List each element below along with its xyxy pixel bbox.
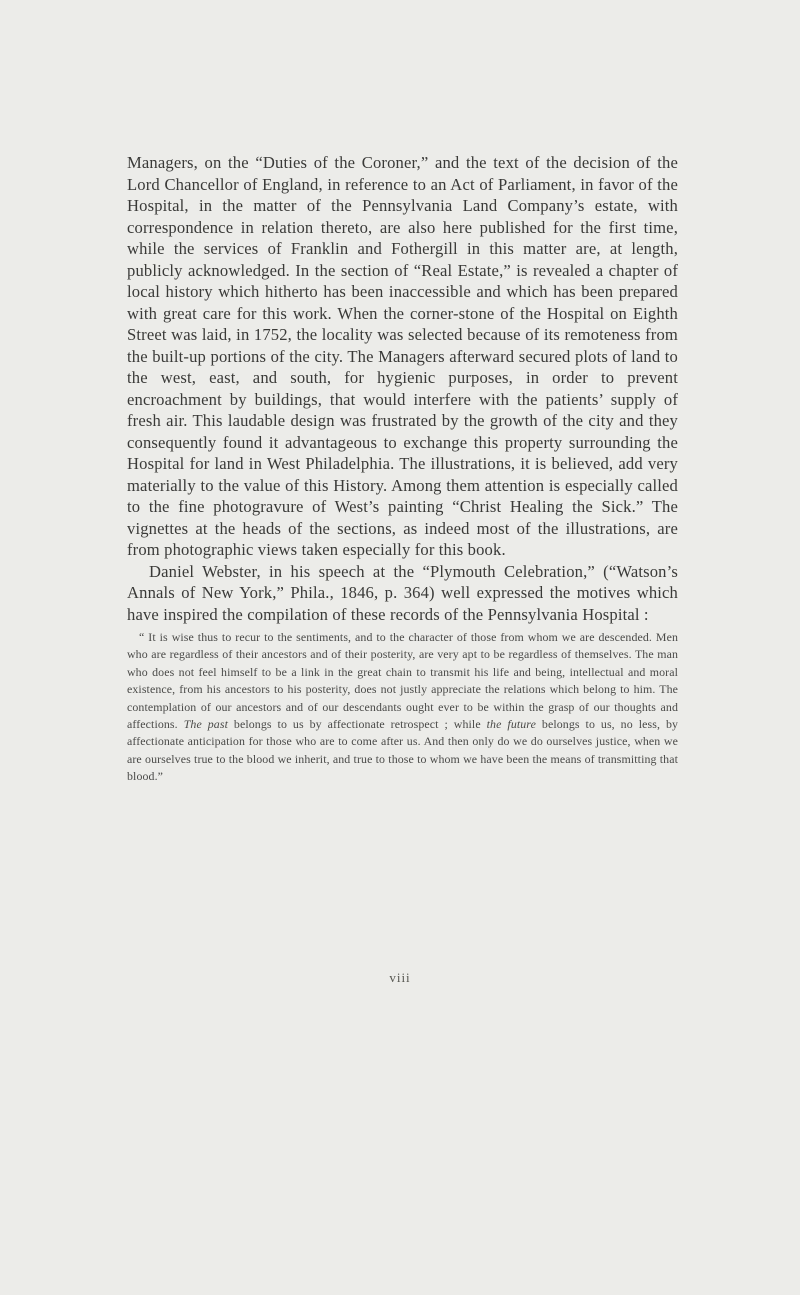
quote-emphasis-future: the future [486, 717, 536, 732]
body-text [127, 152, 678, 786]
quote-part-3: belongs to us, no less, by affectionate anticipation for those who are to come after us. And then only do we do ourselves justice, when we are ourselves true to the blood we inherit, and true to those to whom we have been the means of transmitting that blood.” [127, 717, 679, 784]
paragraph-webster: Daniel Webster, in his speech at the “Plymouth Celebration,” (“Watson’s Annals of New York,” Phila., 1846, p. 364) well expressed the motives which have inspired the compilation of these records of the Pennsylvania Hospital : [127, 561, 678, 624]
quote-emphasis-past: The past [183, 717, 228, 732]
webster-quote [127, 629, 678, 786]
quote-part-1: “ It is wise thus to recur to the sentiments, and to the character of those from whom we are descended. Men who are regardless of their ancestors and of their posterity, are very apt to be regardless of themselves. The man who does not feel himself to be a link in the great chain to transmit his life and being, intellectual and moral existence, from his ancestors to his posterity, does not justly appreciate the relations which belong to him. The contemplation of our ancestors and of our descendants ought ever to be within the grasp of our thoughts and affections. [127, 630, 678, 732]
paragraph-managers: Managers, on the “Duties of the Coroner,” and the text of the decision of the Lord Chancellor of England, in reference to an Act of Parliament, in favor of the Hospital, in the matter of the Pennsylvania Land Company’s estate, with correspondence in relation thereto, are also here published for the first time, while the services of Franklin and Fothergill in this matter are, at length, publicly acknowledged. In the section of “Real Estate,” is revealed a chapter of local history which hitherto has been inaccessible and which has been prepared with great care for this work. When the corner-stone of the Hospital on Eighth Street was laid, in 1752, the locality was selected because of its remoteness from the built-up portions of the city. The Managers afterward secured plots of land to the west, east, and south, for hygienic purposes, in order to prevent encroachment by buildings, that would interfere with the patients’ supply of fresh air. This laudable design was frustrated by the growth of the city and they consequently found it advantageous to exchange this property surrounding the Hospital for land in West Philadelphia. The illustrations, it is believed, add very materially to the value of this History. Among them attention is especially called to the fine photogravure of West’s painting “Christ Healing the Sick.” The vignettes at the heads of the sections, as indeed most of the illustrations, are from photographic views taken especially for this book. [127, 153, 678, 559]
quote-part-2: belongs to us by affectionate retrospect ; while [233, 717, 481, 732]
page-number: viii [389, 970, 411, 985]
